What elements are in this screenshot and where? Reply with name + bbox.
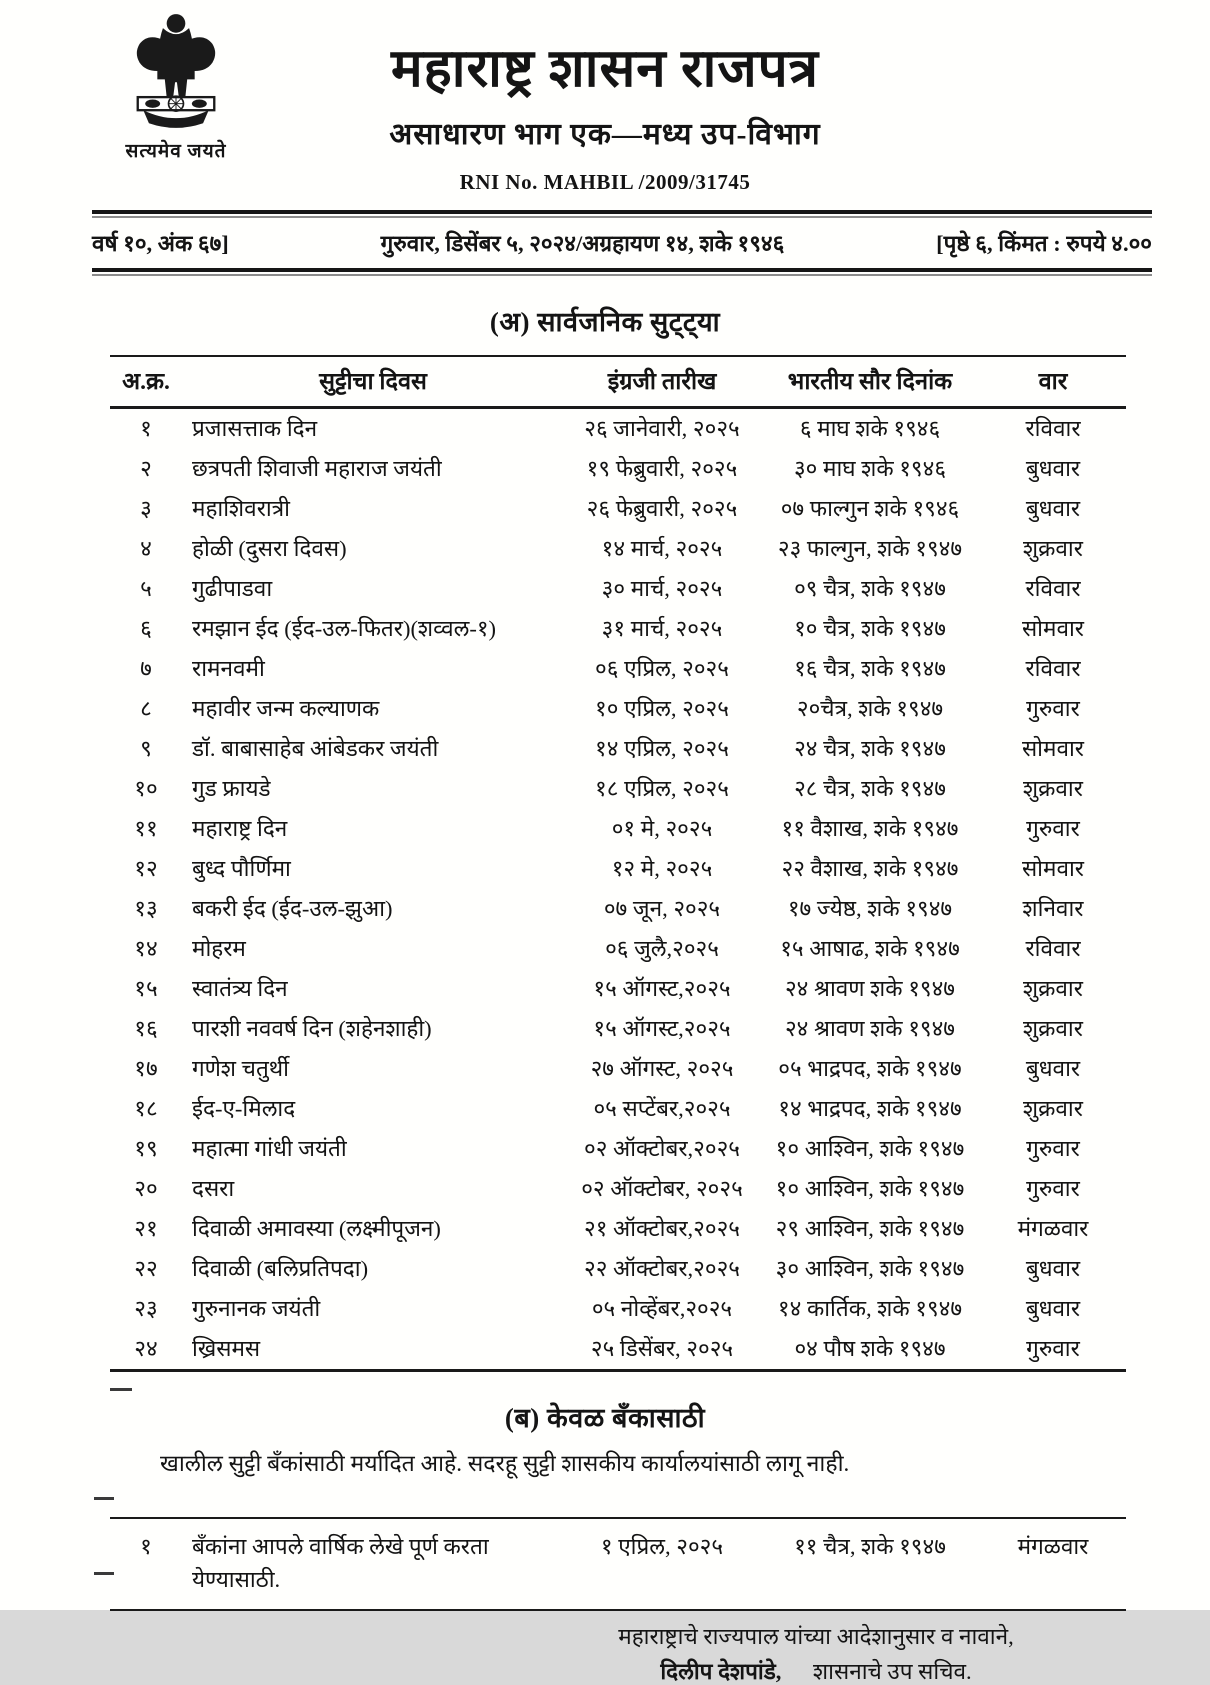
- cell-weekday: बुधवार: [1025, 495, 1081, 521]
- table-row: [110, 609, 1126, 649]
- cell-holiday-name: गुढीपाडवा: [192, 575, 273, 601]
- cell-solar-date: ०५ भाद्रपद, शके १९४७: [778, 1055, 962, 1081]
- bank-holidays-body: [110, 1518, 1126, 1610]
- table-row: [110, 1169, 1126, 1209]
- cell-weekday: शुक्रवार: [1023, 1015, 1083, 1041]
- margin-mark: [110, 1388, 132, 1391]
- table-row: [110, 929, 1126, 969]
- cell-weekday: सोमवार: [1021, 615, 1085, 641]
- cell-english-date: ०२ ऑक्टोबर, २०२५: [581, 1175, 743, 1201]
- emblem-block: [106, 8, 246, 163]
- cell-serial: ११: [134, 815, 158, 841]
- margin-mark: [94, 1572, 114, 1575]
- col-header-weekday: वार: [980, 356, 1126, 408]
- cell-weekday: गुरुवार: [1026, 1135, 1080, 1161]
- cell-english-date: ०१ मे, २०२५: [611, 815, 713, 841]
- cell-holiday-name: दसरा: [192, 1175, 235, 1201]
- cell-serial: ७: [140, 655, 152, 681]
- cell-english-date: २७ ऑगस्ट, २०२५: [590, 1055, 734, 1081]
- signature-block: [470, 1623, 1162, 1685]
- cell-solar-date: ०७ फाल्गुन शके १९४६: [780, 495, 960, 521]
- table-row: [110, 1249, 1126, 1289]
- cell-solar-date: १४ भाद्रपद, शके १९४७: [778, 1095, 962, 1121]
- cell-holiday-name: रमझान ईद (ईद-उल-फितर)(शव्वल-१): [192, 615, 497, 641]
- cell-english-date: ०५ नोव्हेंबर,२०२५: [591, 1295, 733, 1321]
- table-row: [110, 1009, 1126, 1049]
- cell-holiday-name: बँकांना आपले वार्षिक लेखे पूर्ण करता येण्यासाठी.: [192, 1533, 489, 1592]
- cell-holiday-name: महात्मा गांधी जयंती: [192, 1135, 347, 1161]
- col-header-solar-date: भारतीय सौर दिनांक: [760, 356, 980, 408]
- cell-weekday: बुधवार: [1025, 1255, 1081, 1281]
- masthead-line: [92, 218, 1152, 268]
- cell-serial: ६: [140, 615, 152, 641]
- cell-solar-date: १७ ज्येष्ठ, शके १९४७: [787, 895, 953, 921]
- cell-english-date: ०२ ऑक्टोबर,२०२५: [584, 1135, 740, 1161]
- table-row: [110, 729, 1126, 769]
- cell-weekday: रविवार: [1025, 415, 1081, 441]
- cell-serial: १९: [134, 1135, 158, 1161]
- cell-weekday: बुधवार: [1025, 1055, 1081, 1081]
- cell-serial: १२: [134, 855, 158, 881]
- signatory-name: दिलीप देशपांडे,: [660, 1658, 782, 1684]
- cell-weekday: रविवार: [1025, 655, 1081, 681]
- cell-solar-date: ३० माघ शके १९४६: [793, 455, 947, 481]
- table-row: [110, 1049, 1126, 1089]
- cell-holiday-name: बकरी ईद (ईद-उल-झुआ): [192, 895, 393, 921]
- cell-serial: १: [140, 1533, 152, 1559]
- cell-serial: १०: [134, 775, 158, 801]
- pages-price: [पृष्ठे ६, किंमत : रुपये ४.००: [936, 230, 1152, 256]
- cell-serial: १८: [134, 1095, 158, 1121]
- cell-weekday: सोमवार: [1021, 735, 1085, 761]
- cell-holiday-name: डॉ. बाबासाहेब आंबेडकर जयंती: [192, 735, 439, 761]
- cell-english-date: २१ ऑक्टोबर,२०२५: [584, 1215, 740, 1241]
- table-row: [110, 1518, 1126, 1610]
- cell-solar-date: ११ चैत्र, शके १९४७: [794, 1533, 946, 1559]
- cell-serial: ८: [140, 695, 152, 721]
- cell-holiday-name: गुरुनानक जयंती: [192, 1295, 321, 1321]
- page-subtitle: असाधारण भाग एक—मध्य उप-विभाग: [389, 117, 821, 151]
- order-line: महाराष्ट्राचे राज्यपाल यांच्या आदेशानुसार व नावाने,: [618, 1623, 1014, 1649]
- signature-line: [470, 1658, 1162, 1685]
- cell-serial: १७: [134, 1055, 158, 1081]
- cell-holiday-name: स्वातंत्र्य दिन: [192, 975, 288, 1001]
- margin-mark: [94, 1497, 114, 1500]
- cell-solar-date: २९ आश्विन, शके १९४७: [775, 1215, 965, 1241]
- cell-holiday-name: दिवाळी (बलिप्रतिपदा): [192, 1255, 369, 1281]
- cell-weekday: गुरुवार: [1026, 1335, 1080, 1361]
- ashoka-emblem-icon: [120, 8, 232, 134]
- cell-solar-date: ०९ चैत्र, शके १९४७: [794, 575, 946, 601]
- cell-serial: २४: [134, 1335, 158, 1361]
- cell-holiday-name: बुध्द पौर्णिमा: [192, 855, 291, 881]
- cell-solar-date: १६ चैत्र, शके १९४७: [794, 655, 946, 681]
- cell-weekday: रविवार: [1025, 575, 1081, 601]
- cell-holiday-name: छत्रपती शिवाजी महाराज जयंती: [192, 455, 442, 481]
- cell-serial: १६: [134, 1015, 158, 1041]
- cell-holiday-name: गुड फ्रायडे: [192, 775, 271, 801]
- cell-holiday-name: ईद-ए-मिलाद: [192, 1095, 296, 1121]
- cell-english-date: १२ मे, २०२५: [611, 855, 713, 881]
- cell-english-date: १४ मार्च, २०२५: [601, 535, 723, 561]
- cell-english-date: १५ ऑगस्ट,२०२५: [593, 975, 731, 1001]
- cell-weekday: शुक्रवार: [1023, 535, 1083, 561]
- cell-english-date: २२ ऑक्टोबर,२०२५: [584, 1255, 740, 1281]
- cell-serial: १४: [134, 935, 158, 961]
- cell-english-date: १४ एप्रिल, २०२५: [595, 735, 729, 761]
- cell-english-date: १५ ऑगस्ट,२०२५: [593, 1015, 731, 1041]
- cell-english-date: २५ डिसेंबर, २०२५: [590, 1335, 734, 1361]
- cell-serial: १३: [134, 895, 158, 921]
- cell-serial: ३: [140, 495, 152, 521]
- cell-holiday-name: रामनवमी: [192, 655, 265, 681]
- cell-english-date: २६ फेब्रुवारी, २०२५: [586, 495, 738, 521]
- cell-holiday-name: महाशिवरात्री: [192, 495, 290, 521]
- cell-english-date: ३१ मार्च, २०२५: [601, 615, 723, 641]
- section-b-title: (ब) केवळ बँकासाठी: [504, 1402, 706, 1433]
- cell-weekday: बुधवार: [1025, 455, 1081, 481]
- cell-holiday-name: महावीर जन्म कल्याणक: [192, 695, 380, 721]
- signatory-designation: शासनाचे उप सचिव.: [813, 1658, 972, 1684]
- cell-solar-date: २४ चैत्र, शके १९४७: [794, 735, 946, 761]
- cell-solar-date: ११ वैशाख, शके १९४७: [781, 815, 959, 841]
- cell-weekday: गुरुवार: [1026, 695, 1080, 721]
- cell-holiday-name: दिवाळी अमावस्या (लक्ष्मीपूजन): [192, 1215, 441, 1241]
- col-header-eng-date: इंग्रजी तारीख: [564, 356, 760, 408]
- page-title: महाराष्ट्र शासन राजपत्र: [390, 40, 820, 98]
- cell-solar-date: १० आश्विन, शके १९४७: [775, 1175, 965, 1201]
- cell-weekday: शनिवार: [1022, 895, 1084, 921]
- cell-serial: २०: [134, 1175, 158, 1201]
- table-row: [110, 689, 1126, 729]
- emblem-caption: सत्यमेव जयते: [125, 141, 227, 162]
- cell-solar-date: २८ चैत्र, शके १९४७: [794, 775, 946, 801]
- cell-weekday: गुरुवार: [1026, 1175, 1080, 1201]
- cell-english-date: ०६ एप्रिल, २०२५: [595, 655, 729, 681]
- cell-holiday-name: प्रजासत्ताक दिन: [192, 415, 318, 441]
- cell-solar-date: ६ माघ शके १९४६: [799, 415, 941, 441]
- cell-weekday: रविवार: [1025, 935, 1081, 961]
- cell-solar-date: ०४ पौष शके १९४७: [794, 1335, 946, 1361]
- cell-solar-date: २४ श्रावण शके १९४७: [784, 1015, 955, 1041]
- cell-english-date: १० एप्रिल, २०२५: [595, 695, 729, 721]
- bank-holidays-table: [110, 1517, 1126, 1611]
- cell-weekday: शुक्रवार: [1023, 775, 1083, 801]
- col-header-holiday: सुट्टीचा दिवस: [182, 356, 564, 408]
- table-row: [110, 1089, 1126, 1129]
- cell-serial: २१: [134, 1215, 158, 1241]
- table-row: [110, 649, 1126, 689]
- cell-serial: ४: [140, 535, 152, 561]
- cell-weekday: बुधवार: [1025, 1295, 1081, 1321]
- cell-english-date: ०५ सप्टेंबर,२०२५: [593, 1095, 731, 1121]
- cell-solar-date: १० चैत्र, शके १९४७: [794, 615, 946, 641]
- table-row: [110, 1129, 1126, 1169]
- public-holidays-body: [110, 407, 1126, 1370]
- col-header-serial: अ.क्र.: [110, 356, 182, 408]
- cell-english-date: ३० मार्च, २०२५: [601, 575, 723, 601]
- table-header-row: [110, 356, 1126, 408]
- cell-weekday: सोमवार: [1021, 855, 1085, 881]
- volume-issue: वर्ष १०, अंक ६७]: [92, 230, 229, 256]
- cell-solar-date: २०चैत्र, शके १९४७: [796, 695, 944, 721]
- cell-solar-date: १४ कार्तिक, शके १९४७: [777, 1295, 963, 1321]
- cell-solar-date: २३ फाल्गुन, शके १९४७: [777, 535, 963, 561]
- cell-english-date: १९ फेब्रुवारी, २०२५: [586, 455, 738, 481]
- table-row: [110, 889, 1126, 929]
- table-row: [110, 1209, 1126, 1249]
- cell-holiday-name: पारशी नववर्ष दिन (शहेनशाही): [192, 1015, 432, 1041]
- cell-holiday-name: मोहरम: [192, 935, 246, 961]
- bank-note: खालील सुट्टी बँकांसाठी मर्यादित आहे. सदरहू सुट्टी शासकीय कार्यालयांसाठी लागू नाही.: [160, 1450, 850, 1476]
- table-row: [110, 1329, 1126, 1371]
- table-row: [110, 969, 1126, 1009]
- cell-weekday: मंगळवार: [1017, 1533, 1089, 1559]
- cell-english-date: १ एप्रिल, २०२५: [600, 1533, 724, 1559]
- cell-english-date: ०६ जुलै,२०२५: [605, 935, 719, 961]
- cell-solar-date: ३० आश्विन, शके १९४७: [775, 1255, 965, 1281]
- cell-serial: १: [140, 415, 152, 441]
- cell-serial: २: [140, 455, 152, 481]
- cell-english-date: २६ जानेवारी, २०२५: [584, 415, 740, 441]
- cell-holiday-name: ख्रिसमस: [192, 1335, 261, 1361]
- cell-solar-date: २२ वैशाख, शके १९४७: [781, 855, 959, 881]
- cell-weekday: गुरुवार: [1026, 815, 1080, 841]
- table-row: [110, 1289, 1126, 1329]
- table-row: [110, 849, 1126, 889]
- table-row: [110, 809, 1126, 849]
- cell-english-date: ०७ जून, २०२५: [603, 895, 721, 921]
- cell-solar-date: १५ आषाढ, शके १९४७: [780, 935, 960, 961]
- cell-serial: ९: [140, 735, 152, 761]
- cell-weekday: शुक्रवार: [1023, 975, 1083, 1001]
- rni-number: RNI No. MAHBIL /2009/31745: [459, 169, 751, 194]
- cell-english-date: १८ एप्रिल, २०२५: [595, 775, 729, 801]
- rule-bottom: [92, 268, 1152, 276]
- section-a-title: (अ) सार्वजनिक सुट्ट्या: [489, 306, 721, 337]
- cell-holiday-name: गणेश चतुर्थी: [192, 1055, 289, 1081]
- cell-serial: २२: [134, 1255, 158, 1281]
- issue-date: गुरुवार, डिसेंबर ५, २०२४/अग्रहायण १४, शके १९४६: [380, 230, 785, 256]
- cell-solar-date: २४ श्रावण शके १९४७: [784, 975, 955, 1001]
- public-holidays-table: [110, 355, 1126, 1372]
- cell-serial: २३: [134, 1295, 158, 1321]
- table-row: [110, 529, 1126, 569]
- cell-serial: ५: [140, 575, 152, 601]
- table-row: [110, 449, 1126, 489]
- rule-top: [92, 210, 1152, 218]
- cell-weekday: शुक्रवार: [1023, 1095, 1083, 1121]
- masthead: [0, 210, 1210, 276]
- cell-serial: १५: [134, 975, 158, 1001]
- cell-weekday: मंगळवार: [1017, 1215, 1089, 1241]
- table-row: [110, 489, 1126, 529]
- cell-holiday-name: महाराष्ट्र दिन: [192, 815, 288, 841]
- cell-holiday-name: होळी (दुसरा दिवस): [192, 535, 347, 561]
- cell-solar-date: १० आश्विन, शके १९४७: [775, 1135, 965, 1161]
- table-row: [110, 569, 1126, 609]
- table-row: [110, 407, 1126, 449]
- table-row: [110, 769, 1126, 809]
